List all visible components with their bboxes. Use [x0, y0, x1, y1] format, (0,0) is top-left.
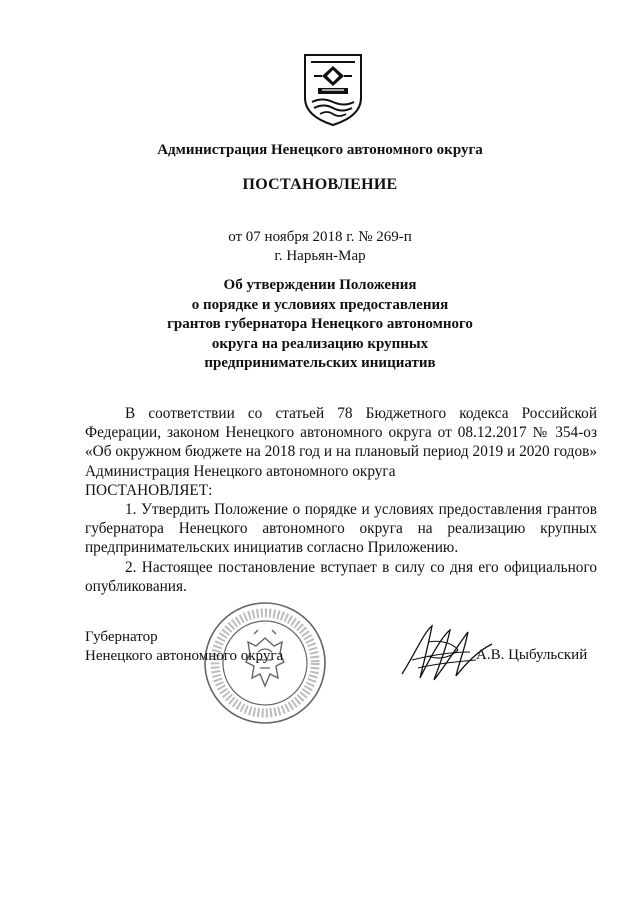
subject-line: Об утверждении Положения	[223, 277, 417, 293]
document-meta	[0, 228, 640, 266]
document-subject	[0, 276, 640, 374]
preamble-paragraph: В соответствии со статьей 78 Бюджетного кодекса Российской Федерации, законом Ненецкого автономного округа от 08.12.2017 № 354-оз «Об окружном бюджете на 2018 год и на плановый период 2019 и 2020 годов» Администрация Ненецкого автономного округа	[85, 405, 597, 480]
subject-line: о порядке и условиях предоставления	[191, 296, 449, 313]
coat-of-arms-icon	[302, 52, 364, 128]
subject-line: предпринимательских инициатив	[204, 355, 436, 371]
position-line: Губернатор	[85, 629, 158, 645]
document-body	[85, 404, 597, 596]
document-type: ПОСТАНОВЛЕНИЕ	[242, 176, 398, 193]
city: г. Нарьян-Мар	[274, 248, 366, 264]
signatory-position	[85, 628, 283, 666]
signatory-name: А.В. Цыбульский	[476, 647, 588, 663]
resolution-item-2: 2. Настоящее постановление вступает в силу со дня его официального опубликования.	[85, 558, 597, 595]
subject-line: округа на реализацию крупных	[211, 335, 429, 352]
date-number: от 07 ноября 2018 г. № 269-п	[228, 229, 412, 245]
resolves-heading: ПОСТАНОВЛЯЕТ:	[85, 481, 213, 499]
subject-line: грантов губернатора Ненецкого автономного	[167, 316, 473, 332]
organization-name: Администрация Ненецкого автономного округа	[157, 142, 483, 158]
resolution-item-1: 1. Утвердить Положение о порядке и условиях предоставления грантов губернатора Ненецкого автономного округа на реализацию крупных предпринимательских инициатив согласно Приложению.	[85, 501, 597, 557]
position-line: Ненецкого автономного округа	[85, 648, 284, 664]
